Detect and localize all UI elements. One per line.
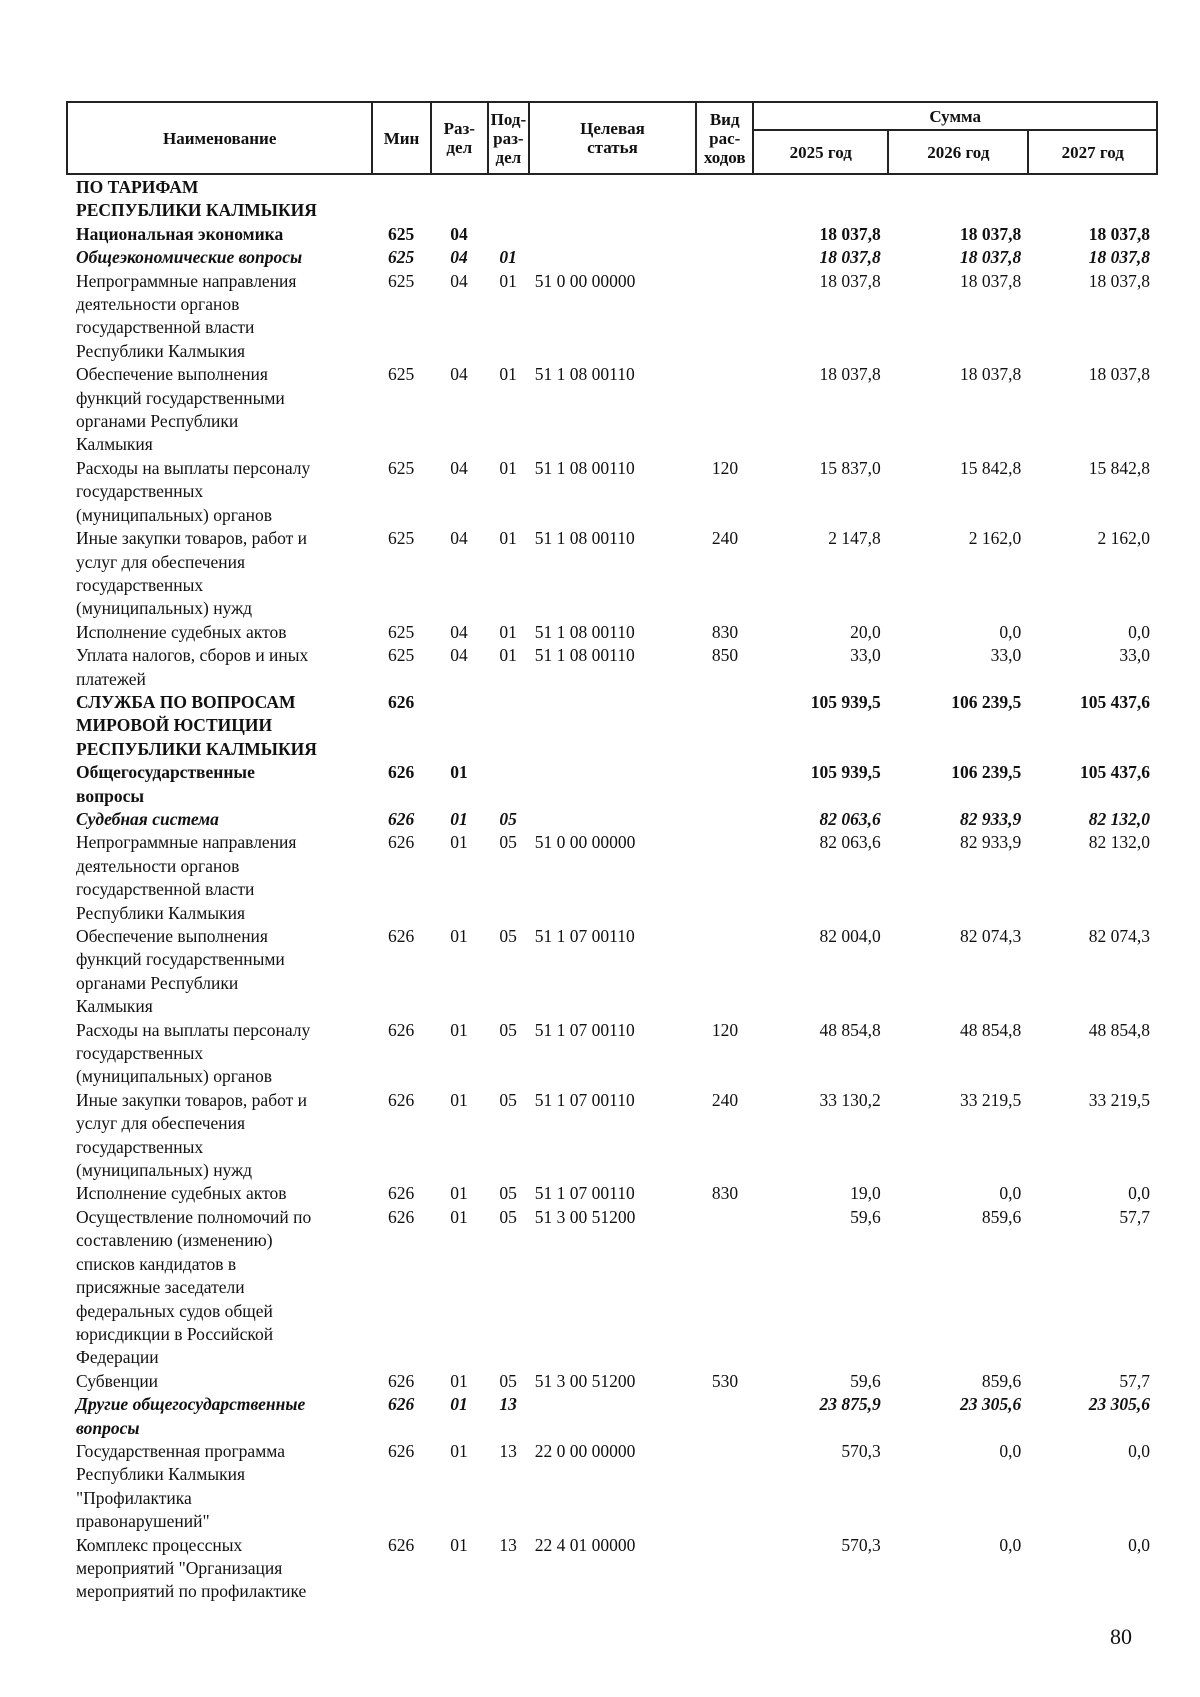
row-expense-type: 240 xyxy=(711,528,739,549)
table-row xyxy=(66,457,1158,527)
row-razdel: 01 xyxy=(450,1089,468,1110)
row-podrazdel: 01 xyxy=(499,621,517,642)
row-sum-2027: 33,0 xyxy=(1119,645,1150,666)
row-expense-type xyxy=(696,1534,753,1604)
row-min: 625 xyxy=(388,528,415,549)
row-sum-2026: 106 239,5 xyxy=(951,691,1022,712)
row-expense-type: 850 xyxy=(711,645,739,666)
row-target-article: 51 0 00 00000 xyxy=(534,270,636,291)
row-sum-2027: 105 437,6 xyxy=(1080,691,1150,712)
header-podrazdel: Под- раз- дел xyxy=(488,102,529,174)
row-name: Уплата налогов, сборов и иных платежей xyxy=(76,645,309,689)
table-row xyxy=(66,621,1158,644)
row-razdel: 01 xyxy=(450,808,468,829)
table-row xyxy=(66,925,1158,1019)
header-2027: 2027 год xyxy=(1028,130,1157,174)
row-sum-2027: 0,0 xyxy=(1128,1183,1150,1204)
row-target-article: 51 3 00 51200 xyxy=(534,1206,636,1227)
header-name: Наименование xyxy=(67,102,372,174)
row-expense-type xyxy=(696,270,753,364)
table-row xyxy=(66,831,1158,925)
row-sum-2026: 23 305,6 xyxy=(960,1394,1022,1415)
row-sum-2026: 33 219,5 xyxy=(960,1089,1022,1110)
table-row xyxy=(66,1534,1158,1604)
row-razdel: 01 xyxy=(450,1394,468,1415)
row-sum-2026: 0,0 xyxy=(999,1183,1022,1204)
row-expense-type xyxy=(696,1440,753,1534)
row-name: Иные закупки товаров, работ и услуг для обеспечения государственных (муниципальных) нужд xyxy=(76,1089,308,1181)
row-razdel xyxy=(430,176,487,223)
row-sum-2026: 0,0 xyxy=(999,621,1022,642)
row-target-article: 51 1 07 00110 xyxy=(534,926,635,946)
row-podrazdel: 05 xyxy=(499,1183,517,1204)
row-name: Общегосударственные вопросы xyxy=(76,762,255,806)
row-name: СЛУЖБА ПО ВОПРОСАМ МИРОВОЙ ЮСТИЦИИ РЕСПУБЛИКИ КАЛМЫКИЯ xyxy=(76,691,317,759)
row-sum-2025: 570,3 xyxy=(841,1534,881,1555)
row-sum-2027: 18 037,8 xyxy=(1088,223,1150,244)
row-sum-2027: 82 132,0 xyxy=(1088,832,1150,853)
row-name: Обеспечение выполнения функций государственными органами Республики Калмыкия xyxy=(76,926,285,1017)
row-podrazdel: 01 xyxy=(499,364,517,385)
row-name: Непрограммные направления деятельности органов государственной власти Республики Калмыкия xyxy=(76,832,297,923)
row-sum-2027: 18 037,8 xyxy=(1088,364,1150,385)
table-row xyxy=(66,223,1158,246)
table-header xyxy=(66,101,1158,175)
row-podrazdel: 01 xyxy=(499,645,517,666)
row-sum-2025: 15 837,0 xyxy=(819,457,881,478)
row-target-article: 51 1 08 00110 xyxy=(534,528,635,549)
table-row xyxy=(66,270,1158,364)
row-min: 626 xyxy=(388,1394,415,1415)
row-sum-2026: 859,6 xyxy=(981,1370,1022,1391)
row-podrazdel: 05 xyxy=(499,1089,517,1110)
row-expense-type xyxy=(696,1393,753,1440)
row-sum-2027: 0,0 xyxy=(1128,1440,1150,1461)
row-sum-2027: 57,7 xyxy=(1119,1370,1150,1391)
table-row xyxy=(66,1019,1158,1089)
row-expense-type: 530 xyxy=(711,1370,739,1391)
row-podrazdel: 13 xyxy=(499,1534,517,1555)
row-sum-2027: 82 074,3 xyxy=(1088,926,1150,946)
header-razdel: Раз- дел xyxy=(431,102,488,174)
row-min: 625 xyxy=(388,645,415,666)
row-razdel: 04 xyxy=(450,528,468,549)
row-razdel: 04 xyxy=(450,270,468,291)
row-target-article xyxy=(529,246,697,269)
row-min: 625 xyxy=(388,457,415,478)
row-name: ПО ТАРИФАМ РЕСПУБЛИКИ КАЛМЫКИЯ xyxy=(76,177,317,221)
row-sum-2025: 18 037,8 xyxy=(819,364,881,385)
row-expense-type: 120 xyxy=(711,457,739,478)
row-sum-2025: 33 130,2 xyxy=(819,1089,881,1110)
row-podrazdel: 13 xyxy=(499,1394,517,1415)
row-expense-type xyxy=(696,223,753,246)
row-sum-2027: 15 842,8 xyxy=(1088,457,1150,478)
row-name: Национальная экономика xyxy=(76,223,284,244)
row-sum-2025: 18 037,8 xyxy=(819,247,881,268)
row-min: 625 xyxy=(388,621,415,642)
table-row xyxy=(66,1370,1158,1393)
row-podrazdel xyxy=(488,176,529,223)
table-row xyxy=(66,808,1158,831)
row-sum-2025: 18 037,8 xyxy=(819,270,881,291)
row-name: Исполнение судебных актов xyxy=(76,621,287,642)
row-sum-2026: 33,0 xyxy=(990,645,1022,666)
row-razdel: 01 xyxy=(450,1183,468,1204)
row-min: 626 xyxy=(388,1370,415,1391)
row-target-article: 22 4 01 00000 xyxy=(534,1534,636,1555)
row-razdel: 04 xyxy=(450,223,468,244)
row-min: 626 xyxy=(388,808,415,829)
row-sum-2025: 59,6 xyxy=(850,1370,881,1391)
row-expense-type: 120 xyxy=(711,1019,739,1040)
row-min xyxy=(372,176,430,223)
row-min: 626 xyxy=(388,1019,415,1040)
row-expense-type: 830 xyxy=(711,621,739,642)
row-target-article: 51 1 08 00110 xyxy=(534,364,635,385)
row-sum-2026: 2 162,0 xyxy=(968,528,1022,549)
row-podrazdel: 05 xyxy=(499,926,517,946)
header-2026: 2026 год xyxy=(888,130,1028,174)
row-podrazdel: 05 xyxy=(499,808,517,829)
row-sum-2026: 106 239,5 xyxy=(951,762,1022,783)
row-min: 626 xyxy=(388,1183,415,1204)
row-expense-type xyxy=(696,831,753,925)
row-sum-2025 xyxy=(754,176,889,223)
row-sum-2026: 82 933,9 xyxy=(960,808,1022,829)
header-2025: 2025 год xyxy=(753,130,888,174)
row-sum-2026: 15 842,8 xyxy=(960,457,1022,478)
row-razdel: 01 xyxy=(450,1440,468,1461)
row-name: Осуществление полномочий по составлению (изменению) списков кандидатов в присяжные заседатели федеральных судов общей юрисдикции в Российской Федерации xyxy=(76,1206,312,1368)
row-sum-2027: 0,0 xyxy=(1128,621,1150,642)
row-target-article xyxy=(529,761,697,808)
row-target-article xyxy=(529,808,697,831)
budget-table xyxy=(66,176,1158,1604)
row-name: Субвенции xyxy=(76,1370,159,1391)
row-sum-2027: 2 162,0 xyxy=(1097,528,1150,549)
row-min: 625 xyxy=(388,247,415,268)
row-target-article xyxy=(529,176,697,223)
row-podrazdel: 01 xyxy=(499,457,517,478)
table-row xyxy=(66,1440,1158,1534)
row-name: Расходы на выплаты персоналу государственных (муниципальных) органов xyxy=(76,1019,311,1087)
row-sum-2026: 859,6 xyxy=(981,1206,1022,1227)
row-min: 626 xyxy=(388,1206,415,1227)
row-expense-type xyxy=(696,761,753,808)
row-sum-2025: 570,3 xyxy=(841,1440,881,1461)
row-sum-2027: 48 854,8 xyxy=(1088,1019,1150,1040)
row-razdel: 04 xyxy=(450,645,468,666)
row-min: 625 xyxy=(388,364,415,385)
row-name: Общеэкономические вопросы xyxy=(76,247,303,268)
row-target-article: 51 1 08 00110 xyxy=(534,457,635,478)
row-target-article: 51 1 07 00110 xyxy=(534,1089,635,1110)
row-sum-2026: 82 933,9 xyxy=(960,832,1022,853)
row-sum-2027: 33 219,5 xyxy=(1088,1089,1150,1110)
row-razdel: 01 xyxy=(450,1534,468,1555)
row-razdel: 01 xyxy=(450,762,468,783)
row-sum-2027: 18 037,8 xyxy=(1088,270,1150,291)
table-row xyxy=(66,1089,1158,1183)
header-min: Мин xyxy=(372,102,430,174)
row-target-article xyxy=(529,1393,697,1440)
table-row xyxy=(66,363,1158,457)
row-podrazdel: 13 xyxy=(499,1440,517,1461)
row-expense-type xyxy=(696,808,753,831)
row-target-article: 51 1 07 00110 xyxy=(534,1183,635,1204)
row-podrazdel: 05 xyxy=(499,1019,517,1040)
row-sum-2025: 33,0 xyxy=(850,645,881,666)
row-sum-2025: 82 063,6 xyxy=(819,832,881,853)
table-row xyxy=(66,761,1158,808)
row-sum-2025: 23 875,9 xyxy=(819,1394,881,1415)
row-min: 626 xyxy=(388,691,415,712)
table-row xyxy=(66,246,1158,269)
row-name: Непрограммные направления деятельности органов государственной власти Республики Калмыкия xyxy=(76,270,297,361)
row-target-article: 51 1 08 00110 xyxy=(534,621,635,642)
row-target-article: 51 3 00 51200 xyxy=(534,1370,636,1391)
page-number: 80 xyxy=(1110,1624,1132,1649)
row-razdel: 01 xyxy=(450,1206,468,1227)
row-target-article: 51 0 00 00000 xyxy=(534,832,636,853)
row-expense-type xyxy=(696,363,753,457)
row-sum-2025: 20,0 xyxy=(850,621,881,642)
header-vid: Вид рас- ходов xyxy=(696,102,753,174)
table-row xyxy=(66,1206,1158,1370)
row-podrazdel: 01 xyxy=(499,270,517,291)
row-target-article: 51 1 07 00110 xyxy=(534,1019,635,1040)
row-razdel: 01 xyxy=(450,1019,468,1040)
row-expense-type: 240 xyxy=(711,1089,739,1110)
table-row xyxy=(66,691,1158,761)
row-podrazdel: 05 xyxy=(499,1206,517,1227)
row-min: 626 xyxy=(388,832,415,853)
row-name: Исполнение судебных актов xyxy=(76,1183,287,1204)
row-sum-2025: 82 004,0 xyxy=(819,926,881,946)
row-razdel: 01 xyxy=(450,926,468,946)
row-sum-2027 xyxy=(1029,176,1158,223)
row-min: 625 xyxy=(388,223,415,244)
row-sum-2027: 0,0 xyxy=(1128,1534,1150,1555)
header-sum: Сумма xyxy=(753,102,1157,130)
row-name: Другие общегосударственные вопросы xyxy=(76,1394,306,1438)
row-sum-2025: 59,6 xyxy=(850,1206,881,1227)
row-name: Государственная программа Республики Калмыкия "Профилактика правонарушений" xyxy=(76,1440,285,1532)
table-row xyxy=(66,644,1158,691)
row-razdel: 04 xyxy=(450,621,468,642)
row-sum-2025: 19,0 xyxy=(850,1183,881,1204)
row-target-article: 51 1 08 00110 xyxy=(534,645,635,666)
row-podrazdel: 05 xyxy=(499,832,517,853)
row-name: Судебная система xyxy=(76,808,219,829)
row-name: Комплекс процессных мероприятий "Организация мероприятий по профилактике xyxy=(76,1534,307,1602)
row-sum-2027: 82 132,0 xyxy=(1088,808,1150,829)
row-expense-type xyxy=(696,925,753,1019)
row-sum-2026: 18 037,8 xyxy=(960,364,1022,385)
row-sum-2026 xyxy=(889,176,1030,223)
table-row xyxy=(66,1182,1158,1205)
row-sum-2026: 82 074,3 xyxy=(960,926,1022,946)
row-sum-2026: 48 854,8 xyxy=(960,1019,1022,1040)
row-sum-2025: 105 939,5 xyxy=(810,762,881,783)
row-podrazdel: 01 xyxy=(499,247,517,268)
row-sum-2026: 0,0 xyxy=(999,1440,1022,1461)
row-podrazdel xyxy=(488,761,529,808)
table-row xyxy=(66,176,1158,223)
row-min: 626 xyxy=(388,1089,415,1110)
row-name: Иные закупки товаров, работ и услуг для обеспечения государственных (муниципальных) нужд xyxy=(76,528,308,619)
row-expense-type xyxy=(696,691,753,761)
row-target-article xyxy=(529,223,697,246)
row-sum-2026: 18 037,8 xyxy=(960,270,1022,291)
row-sum-2025: 82 063,6 xyxy=(819,808,881,829)
row-razdel: 04 xyxy=(450,364,468,385)
row-sum-2025: 105 939,5 xyxy=(810,691,881,712)
row-sum-2027: 23 305,6 xyxy=(1088,1394,1150,1415)
row-sum-2026: 18 037,8 xyxy=(960,247,1022,268)
header-target: Целевая статья xyxy=(529,102,696,174)
row-razdel: 01 xyxy=(450,832,468,853)
row-min: 626 xyxy=(388,1440,415,1461)
row-min: 625 xyxy=(388,270,415,291)
table-row xyxy=(66,527,1158,621)
row-name: Расходы на выплаты персоналу государственных (муниципальных) органов xyxy=(76,457,311,525)
row-podrazdel xyxy=(488,691,529,761)
row-min: 626 xyxy=(388,926,415,946)
row-podrazdel xyxy=(488,223,529,246)
row-target-article: 22 0 00 00000 xyxy=(534,1440,636,1461)
row-razdel: 04 xyxy=(450,457,468,478)
row-razdel xyxy=(430,691,487,761)
row-sum-2025: 2 147,8 xyxy=(828,528,881,549)
row-expense-type xyxy=(696,1206,753,1370)
row-expense-type xyxy=(696,246,753,269)
row-sum-2025: 48 854,8 xyxy=(819,1019,881,1040)
row-razdel: 04 xyxy=(450,247,468,268)
table-row xyxy=(66,1393,1158,1440)
row-podrazdel: 01 xyxy=(499,528,517,549)
row-target-article xyxy=(529,691,697,761)
row-sum-2027: 105 437,6 xyxy=(1080,762,1150,783)
row-min: 626 xyxy=(388,1534,415,1555)
row-sum-2026: 0,0 xyxy=(999,1534,1022,1555)
row-sum-2027: 18 037,8 xyxy=(1088,247,1150,268)
row-sum-2025: 18 037,8 xyxy=(819,223,881,244)
row-sum-2026: 18 037,8 xyxy=(960,223,1022,244)
row-name: Обеспечение выполнения функций государственными органами Республики Калмыкия xyxy=(76,364,285,455)
row-expense-type xyxy=(696,176,753,223)
row-min: 626 xyxy=(388,762,415,783)
row-podrazdel: 05 xyxy=(499,1370,517,1391)
row-sum-2027: 57,7 xyxy=(1119,1206,1150,1227)
row-razdel: 01 xyxy=(450,1370,468,1391)
row-expense-type: 830 xyxy=(711,1183,739,1204)
